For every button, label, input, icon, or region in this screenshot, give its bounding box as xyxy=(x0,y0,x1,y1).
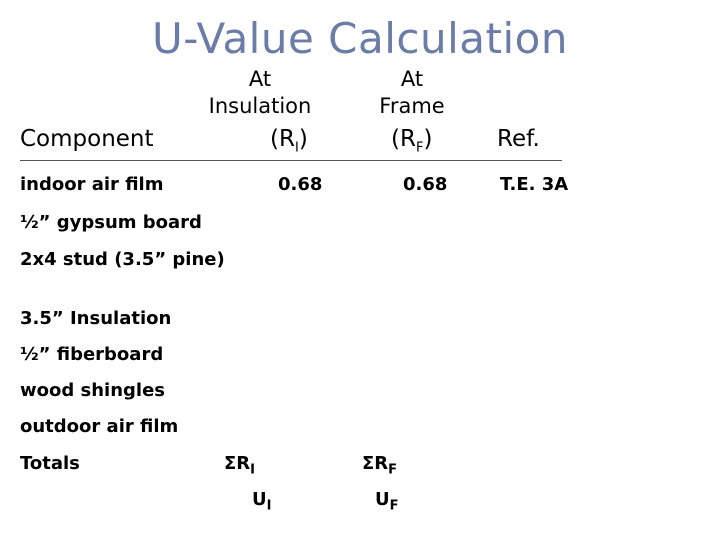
page-title: U-Value Calculation xyxy=(152,14,568,63)
header-ri-symbol: (R xyxy=(270,126,295,152)
row-ref-1: T.E. 3A xyxy=(500,174,569,195)
sum-rf-symbol: ΣR xyxy=(362,453,389,474)
sum-ri xyxy=(224,453,255,478)
u-f-sub: F xyxy=(389,498,399,514)
header-rf-symbol: (R xyxy=(391,126,416,152)
header-rf-sub: F xyxy=(415,140,424,156)
sum-ri-symbol: ΣR xyxy=(224,453,251,474)
sum-rf xyxy=(362,453,397,478)
header-frame-line2: Frame xyxy=(379,94,445,118)
u-i-symbol: U xyxy=(252,489,267,510)
header-divider xyxy=(20,160,562,161)
row-component-7: outdoor air film xyxy=(20,416,179,437)
row-component-6: wood shingles xyxy=(20,380,166,401)
row-component-3: 2x4 stud (3.5” pine) xyxy=(20,249,225,270)
u-i xyxy=(252,489,271,514)
sum-rf-sub: F xyxy=(388,462,398,478)
header-ri-close: ) xyxy=(298,126,308,152)
header-ri xyxy=(270,126,308,162)
sum-ri-sub: I xyxy=(250,462,255,478)
u-f-symbol: U xyxy=(375,489,390,510)
header-rf-close: ) xyxy=(423,126,433,152)
header-frame xyxy=(352,66,472,120)
totals-label: Totals xyxy=(20,453,80,474)
header-ri-sub: I xyxy=(294,140,299,156)
header-component: Component xyxy=(20,126,154,152)
row-component-2: ½” gypsum board xyxy=(20,212,202,233)
header-frame-line1: At xyxy=(400,67,424,91)
u-i-sub: I xyxy=(266,498,272,514)
row-r-insulation-1: 0.68 xyxy=(278,174,323,195)
row-component-1: indoor air film xyxy=(20,174,164,195)
row-component-5: ½” fiberboard xyxy=(20,344,164,365)
header-insulation-line1: At xyxy=(248,67,272,91)
header-insulation-line2: Insulation xyxy=(208,94,312,118)
header-rf xyxy=(391,126,432,162)
row-component-4: 3.5” Insulation xyxy=(20,308,172,329)
header-insulation xyxy=(190,66,330,120)
row-r-frame-1: 0.68 xyxy=(403,174,448,195)
u-f xyxy=(375,489,399,514)
header-ref: Ref. xyxy=(497,126,540,152)
